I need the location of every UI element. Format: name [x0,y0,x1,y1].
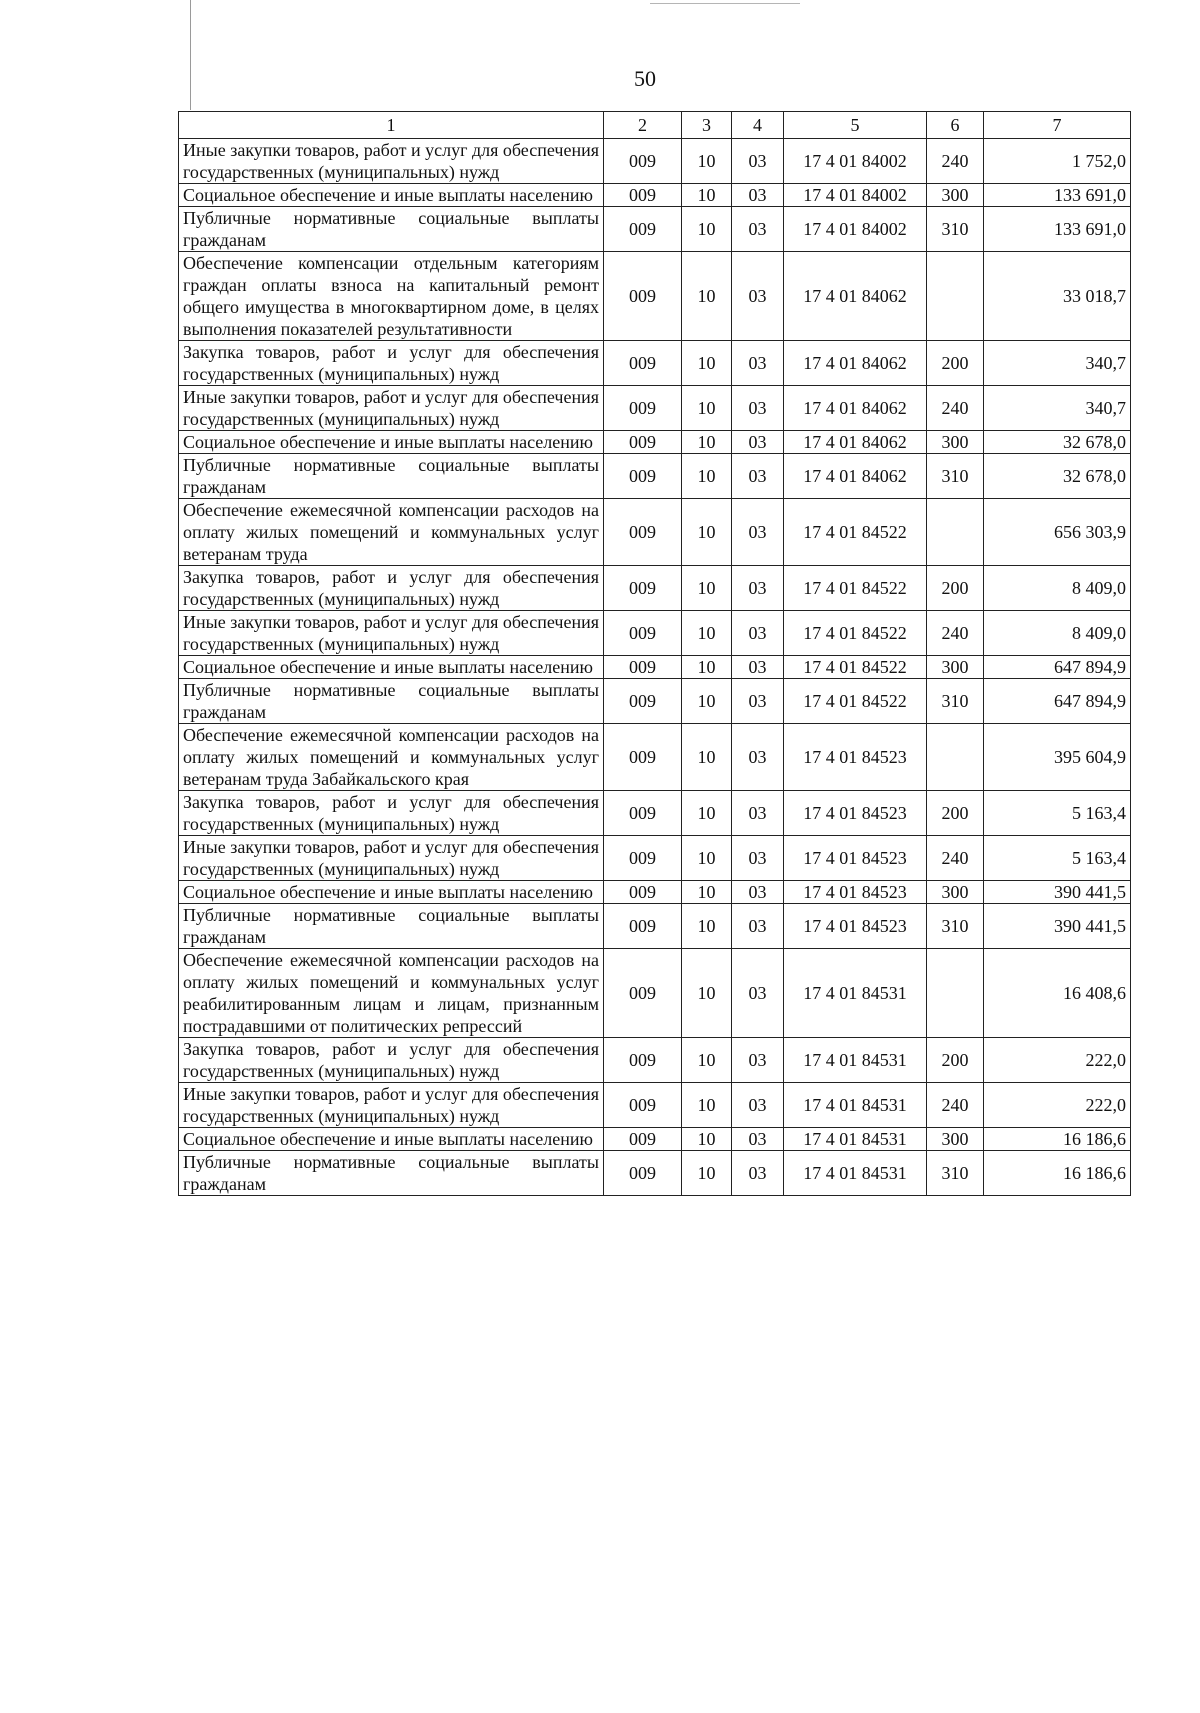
amount-value: 8 409,0 [984,611,1131,656]
subsection-code: 03 [732,1151,784,1196]
row-description: Обеспечение компенсации отдельным категориям граждан оплаты взноса на капитальный ремонт общего имущества в многоквартирном доме, в целях выполнения показателей результативности [179,252,604,341]
expense-type-code [927,949,984,1038]
amount-value: 32 678,0 [984,454,1131,499]
amount-value: 32 678,0 [984,431,1131,454]
amount-value: 133 691,0 [984,207,1131,252]
table-row [179,1128,1131,1151]
scan-top-mark [650,3,800,4]
section-code: 10 [682,566,732,611]
row-description: Публичные нормативные социальные выплаты гражданам [179,454,604,499]
row-description: Закупка товаров, работ и услуг для обеспечения государственных (муниципальных) нужд [179,791,604,836]
section-code: 10 [682,724,732,791]
amount-value: 340,7 [984,341,1131,386]
amount-value: 133 691,0 [984,184,1131,207]
ministry-code: 009 [604,566,682,611]
budget-table-body [179,112,1131,1196]
amount-value: 33 018,7 [984,252,1131,341]
section-code: 10 [682,1083,732,1128]
ministry-code: 009 [604,207,682,252]
row-description: Социальное обеспечение и иные выплаты населению [179,431,604,454]
expense-type-code: 240 [927,611,984,656]
expense-type-code: 300 [927,431,984,454]
subsection-code: 03 [732,836,784,881]
amount-value: 16 186,6 [984,1128,1131,1151]
section-code: 10 [682,139,732,184]
section-code: 10 [682,341,732,386]
ministry-code: 009 [604,1038,682,1083]
expense-type-code: 200 [927,1038,984,1083]
row-description: Обеспечение ежемесячной компенсации расходов на оплату жилых помещений и коммунальных услуг реабилитированным лицам и лицам, признанным пострадавшими от политических репрессий [179,949,604,1038]
subsection-code: 03 [732,1038,784,1083]
column-header: 3 [682,112,732,139]
expense-type-code: 310 [927,454,984,499]
expense-type-code: 310 [927,904,984,949]
table-row [179,679,1131,724]
expense-type-code: 200 [927,341,984,386]
section-code: 10 [682,611,732,656]
subsection-code: 03 [732,566,784,611]
ministry-code: 009 [604,1083,682,1128]
table-row [179,1038,1131,1083]
subsection-code: 03 [732,656,784,679]
row-description: Публичные нормативные социальные выплаты гражданам [179,207,604,252]
subsection-code: 03 [732,724,784,791]
section-code: 10 [682,791,732,836]
section-code: 10 [682,949,732,1038]
ministry-code: 009 [604,949,682,1038]
row-description: Закупка товаров, работ и услуг для обеспечения государственных (муниципальных) нужд [179,341,604,386]
ministry-code: 009 [604,499,682,566]
ministry-code: 009 [604,904,682,949]
table-row [179,207,1131,252]
section-code: 10 [682,386,732,431]
section-code: 10 [682,1128,732,1151]
table-row [179,566,1131,611]
table-row [179,791,1131,836]
row-description: Иные закупки товаров, работ и услуг для обеспечения государственных (муниципальных) нужд [179,139,604,184]
table-row [179,836,1131,881]
row-description: Иные закупки товаров, работ и услуг для обеспечения государственных (муниципальных) нужд [179,611,604,656]
target-article-code: 17 4 01 84002 [784,139,927,184]
row-description: Социальное обеспечение и иные выплаты населению [179,656,604,679]
ministry-code: 009 [604,341,682,386]
target-article-code: 17 4 01 84531 [784,1128,927,1151]
subsection-code: 03 [732,252,784,341]
amount-value: 222,0 [984,1083,1131,1128]
section-code: 10 [682,207,732,252]
amount-value: 1 752,0 [984,139,1131,184]
target-article-code: 17 4 01 84531 [784,1038,927,1083]
expense-type-code: 240 [927,1083,984,1128]
subsection-code: 03 [732,341,784,386]
table-row [179,431,1131,454]
subsection-code: 03 [732,679,784,724]
target-article-code: 17 4 01 84062 [784,341,927,386]
target-article-code: 17 4 01 84062 [784,386,927,431]
ministry-code: 009 [604,184,682,207]
ministry-code: 009 [604,679,682,724]
section-code: 10 [682,499,732,566]
expense-type-code: 310 [927,679,984,724]
amount-value: 390 441,5 [984,904,1131,949]
subsection-code: 03 [732,184,784,207]
expense-type-code: 300 [927,656,984,679]
target-article-code: 17 4 01 84531 [784,949,927,1038]
target-article-code: 17 4 01 84522 [784,566,927,611]
amount-value: 8 409,0 [984,566,1131,611]
amount-value: 390 441,5 [984,881,1131,904]
amount-value: 16 408,6 [984,949,1131,1038]
section-code: 10 [682,1038,732,1083]
amount-value: 222,0 [984,1038,1131,1083]
target-article-code: 17 4 01 84002 [784,184,927,207]
ministry-code: 009 [604,454,682,499]
table-row [179,252,1131,341]
subsection-code: 03 [732,1128,784,1151]
section-code: 10 [682,656,732,679]
expense-type-code: 310 [927,207,984,252]
ministry-code: 009 [604,386,682,431]
column-header: 1 [179,112,604,139]
expense-type-code [927,724,984,791]
section-code: 10 [682,454,732,499]
budget-table [178,111,1131,1196]
column-number-row [179,112,1131,139]
table-row [179,454,1131,499]
row-description: Публичные нормативные социальные выплаты гражданам [179,679,604,724]
table-row [179,904,1131,949]
column-header: 7 [984,112,1131,139]
table-row [179,386,1131,431]
column-header: 5 [784,112,927,139]
expense-type-code: 200 [927,791,984,836]
scan-margin-line [190,0,191,110]
target-article-code: 17 4 01 84522 [784,656,927,679]
ministry-code: 009 [604,881,682,904]
subsection-code: 03 [732,1083,784,1128]
subsection-code: 03 [732,791,784,836]
target-article-code: 17 4 01 84531 [784,1083,927,1128]
table-row [179,724,1131,791]
ministry-code: 009 [604,656,682,679]
target-article-code: 17 4 01 84523 [784,724,927,791]
expense-type-code: 200 [927,566,984,611]
expense-type-code: 240 [927,836,984,881]
table-row [179,881,1131,904]
row-description: Социальное обеспечение и иные выплаты населению [179,1128,604,1151]
row-description: Публичные нормативные социальные выплаты гражданам [179,1151,604,1196]
target-article-code: 17 4 01 84523 [784,904,927,949]
ministry-code: 009 [604,724,682,791]
expense-type-code: 300 [927,184,984,207]
table-row [179,184,1131,207]
row-description: Социальное обеспечение и иные выплаты населению [179,184,604,207]
ministry-code: 009 [604,139,682,184]
table-row [179,611,1131,656]
row-description: Закупка товаров, работ и услуг для обеспечения государственных (муниципальных) нужд [179,1038,604,1083]
expense-type-code: 300 [927,1128,984,1151]
expense-type-code: 300 [927,881,984,904]
section-code: 10 [682,431,732,454]
amount-value: 647 894,9 [984,656,1131,679]
subsection-code: 03 [732,139,784,184]
amount-value: 340,7 [984,386,1131,431]
subsection-code: 03 [732,949,784,1038]
ministry-code: 009 [604,1128,682,1151]
table-row [179,1151,1131,1196]
amount-value: 5 163,4 [984,791,1131,836]
ministry-code: 009 [604,611,682,656]
expense-type-code: 240 [927,386,984,431]
table-row [179,139,1131,184]
table-row [179,656,1131,679]
section-code: 10 [682,881,732,904]
ministry-code: 009 [604,431,682,454]
row-description: Социальное обеспечение и иные выплаты населению [179,881,604,904]
target-article-code: 17 4 01 84523 [784,791,927,836]
expense-type-code [927,499,984,566]
subsection-code: 03 [732,431,784,454]
subsection-code: 03 [732,454,784,499]
target-article-code: 17 4 01 84531 [784,1151,927,1196]
page-number: 50 [634,66,656,91]
target-article-code: 17 4 01 84002 [784,207,927,252]
subsection-code: 03 [732,904,784,949]
row-description: Закупка товаров, работ и услуг для обеспечения государственных (муниципальных) нужд [179,566,604,611]
amount-value: 647 894,9 [984,679,1131,724]
expense-type-code [927,252,984,341]
row-description: Обеспечение ежемесячной компенсации расходов на оплату жилых помещений и коммунальных услуг ветеранам труда [179,499,604,566]
subsection-code: 03 [732,386,784,431]
row-description: Иные закупки товаров, работ и услуг для обеспечения государственных (муниципальных) нужд [179,836,604,881]
row-description: Публичные нормативные социальные выплаты гражданам [179,904,604,949]
target-article-code: 17 4 01 84523 [784,881,927,904]
target-article-code: 17 4 01 84062 [784,431,927,454]
target-article-code: 17 4 01 84062 [784,252,927,341]
amount-value: 16 186,6 [984,1151,1131,1196]
row-description: Обеспечение ежемесячной компенсации расходов на оплату жилых помещений и коммунальных услуг ветеранам труда Забайкальского края [179,724,604,791]
target-article-code: 17 4 01 84523 [784,836,927,881]
section-code: 10 [682,679,732,724]
ministry-code: 009 [604,252,682,341]
column-header: 6 [927,112,984,139]
section-code: 10 [682,904,732,949]
column-header: 2 [604,112,682,139]
table-row [179,1083,1131,1128]
section-code: 10 [682,184,732,207]
target-article-code: 17 4 01 84522 [784,679,927,724]
amount-value: 656 303,9 [984,499,1131,566]
section-code: 10 [682,252,732,341]
column-header: 4 [732,112,784,139]
table-row [179,949,1131,1038]
expense-type-code: 310 [927,1151,984,1196]
target-article-code: 17 4 01 84522 [784,611,927,656]
amount-value: 395 604,9 [984,724,1131,791]
target-article-code: 17 4 01 84522 [784,499,927,566]
subsection-code: 03 [732,611,784,656]
subsection-code: 03 [732,207,784,252]
expense-type-code: 240 [927,139,984,184]
ministry-code: 009 [604,1151,682,1196]
section-code: 10 [682,836,732,881]
table-row [179,499,1131,566]
section-code: 10 [682,1151,732,1196]
row-description: Иные закупки товаров, работ и услуг для обеспечения государственных (муниципальных) нужд [179,386,604,431]
ministry-code: 009 [604,836,682,881]
table-row [179,341,1131,386]
ministry-code: 009 [604,791,682,836]
subsection-code: 03 [732,881,784,904]
subsection-code: 03 [732,499,784,566]
amount-value: 5 163,4 [984,836,1131,881]
target-article-code: 17 4 01 84062 [784,454,927,499]
row-description: Иные закупки товаров, работ и услуг для обеспечения государственных (муниципальных) нужд [179,1083,604,1128]
